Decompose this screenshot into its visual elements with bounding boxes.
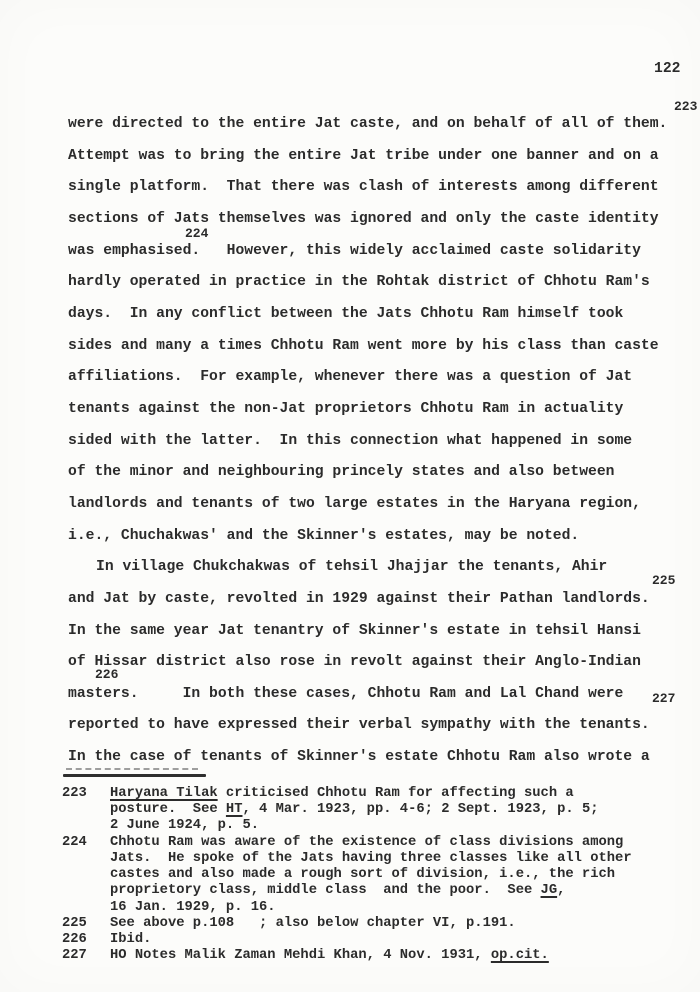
body-line-paragraph-start: In village Chukchakwas of tehsil Jhajjar the tenants, Ahir: [96, 559, 608, 575]
body-line: In the case of tenants of Skinner's estate Chhotu Ram also wrote a: [68, 749, 650, 765]
footnote-line: [110, 851, 632, 867]
body-line: masters. In both these cases, Chhotu Ram and Lal Chand were: [68, 686, 624, 702]
footnote-line: [110, 835, 623, 851]
footnote-line: [110, 802, 599, 818]
footnote-text: ,: [557, 883, 566, 898]
body-line: days. In any conflict between the Jats Chhotu Ram himself took: [68, 306, 624, 322]
footnote-text-underlined: Haryana Tilak: [110, 786, 218, 801]
footnote-ref-227: 227: [652, 691, 676, 706]
footnote-number-226: 226: [62, 932, 87, 947]
footnote-text: 2 June 1924, p. 5.: [110, 818, 260, 833]
page-number: 122: [654, 61, 681, 77]
footnote-line: [110, 932, 151, 948]
footnote-text: See above p.108 ; also below chapter VI, p.191.: [110, 916, 516, 931]
body-line: affiliations. For example, whenever there was a question of Jat: [68, 369, 633, 385]
body-line: reported to have expressed their verbal sympathy with the tenants.: [68, 717, 650, 733]
footnote-line: [110, 916, 516, 932]
footnote-separator-dashes: [66, 768, 198, 770]
footnote-text: Chhotu Ram was aware of the existence of class divisions among: [110, 835, 624, 850]
footnote-text-underlined: op.cit.: [490, 948, 549, 963]
body-line: hardly operated in practice in the Rohtak district of Chhotu Ram's: [68, 274, 650, 290]
footnote-line: [110, 948, 549, 964]
footnote-line: [110, 867, 615, 883]
footnote-ref-225: 225: [652, 573, 676, 588]
body-line: of Hissar district also rose in revolt against their Anglo-Indian: [68, 654, 641, 670]
footnote-text: proprietory class, middle class and the poor. See: [110, 883, 541, 898]
body-line: landlords and tenants of two large estates in the Haryana region,: [68, 496, 641, 512]
footnote-number-223: 223: [62, 786, 87, 801]
footnote-text-underlined: JG: [540, 883, 558, 898]
footnote-number-227: 227: [62, 948, 87, 963]
footnote-number-224: 224: [62, 835, 87, 850]
footnote-line: [110, 900, 276, 916]
footnote-text: posture. See: [110, 802, 226, 817]
footnote-text: castes and also made a rough sort of division, i.e., the rich: [110, 867, 616, 882]
footnote-ref-223: 223: [674, 99, 698, 114]
body-line: tenants against the non-Jat proprietors Chhotu Ram in actuality: [68, 401, 624, 417]
body-line: In the same year Jat tenantry of Skinner's estate in tehsil Hansi: [68, 623, 641, 639]
body-line: i.e., Chuchakwas' and the Skinner's estates, may be noted.: [68, 528, 580, 544]
footnote-ref-226: 226: [95, 667, 119, 682]
footnote-text-underlined: HT: [225, 802, 243, 817]
body-line: was emphasised. However, this widely acclaimed caste solidarity: [68, 243, 641, 259]
footnote-text: Ibid.: [110, 932, 152, 947]
footnote-text: criticised Chhotu Ram for affecting such a: [217, 786, 574, 801]
body-line: single platform. That there was clash of interests among different: [68, 179, 659, 195]
body-line: of the minor and neighbouring princely states and also between: [68, 464, 615, 480]
footnote-separator: [63, 774, 206, 777]
body-line: sides and many a times Chhotu Ram went more by his class than caste: [68, 338, 659, 354]
footnote-line: [110, 786, 574, 802]
footnote-ref-224: 224: [185, 226, 209, 241]
body-line: Attempt was to bring the entire Jat tribe under one banner and on a: [68, 148, 659, 164]
footnote-line: [110, 883, 565, 899]
body-line: and Jat by caste, revolted in 1929 against their Pathan landlords.: [68, 591, 650, 607]
footnote-text: 16 Jan. 1929, p. 16.: [110, 900, 276, 915]
footnote-text: HO Notes Malik Zaman Mehdi Khan, 4 Nov. 1931,: [110, 948, 491, 963]
body-line: sided with the latter. In this connection what happened in some: [68, 433, 633, 449]
body-line: sections of Jats themselves was ignored and only the caste identity: [68, 211, 659, 227]
footnote-number-225: 225: [62, 916, 87, 931]
footnote-text: , 4 Mar. 1923, pp. 4-6; 2 Sept. 1923, p. 5;: [242, 802, 599, 817]
footnote-line: [110, 818, 259, 834]
body-line: were directed to the entire Jat caste, and on behalf of all of them.: [68, 116, 668, 132]
footnote-text: Jats. He spoke of the Jats having three classes like all other: [110, 851, 632, 866]
